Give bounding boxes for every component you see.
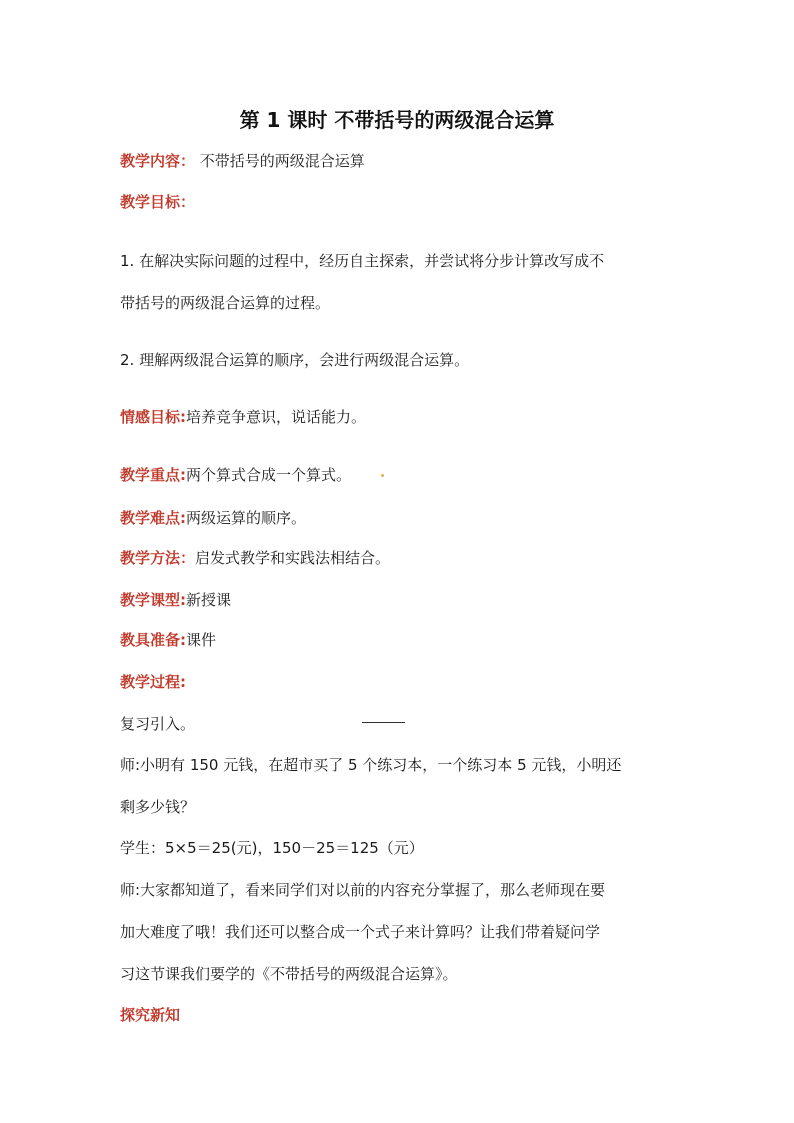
review-line: 复习引入。 xyxy=(120,715,196,733)
method-label: 教学方法： xyxy=(120,549,196,567)
method-line xyxy=(120,548,390,568)
emotion-goal-line xyxy=(120,407,366,427)
teacher-2-line-3: 习这节课我们要学的《不带括号的两级混合运算》。 xyxy=(120,965,458,983)
goal-item-1-line-2: 带括号的两级混合运算的过程。 xyxy=(120,294,331,312)
teaching-content-text: 不带括号的两级混合运算 xyxy=(195,152,365,170)
tools-text: 课件 xyxy=(186,631,217,649)
difficulty-line xyxy=(120,508,306,528)
lesson-type-line xyxy=(120,590,231,610)
process-label: 教学过程: xyxy=(120,673,186,691)
teaching-goals-line xyxy=(120,192,195,212)
emotion-goal-label: 情感目标: xyxy=(120,408,186,426)
tools-label: 教具准备: xyxy=(120,631,186,649)
method-text: 启发式教学和实践法相结合。 xyxy=(195,549,391,567)
teaching-content-line xyxy=(120,151,365,171)
stray-dot-mark xyxy=(381,474,384,477)
difficulty-label: 教学难点: xyxy=(120,509,186,527)
key-point-label: 教学重点: xyxy=(120,466,186,484)
underline-rule xyxy=(362,722,405,723)
emotion-goal-text: 培养竞争意识，说话能力。 xyxy=(186,408,367,426)
difficulty-text: 两级运算的顺序。 xyxy=(186,509,307,527)
goal-item-1-line-1: 1. 在解决实际问题的过程中，经历自主探索，并尝试将分步计算改写成不 xyxy=(120,252,605,270)
lesson-type-text: 新授课 xyxy=(186,591,232,609)
student-answer: 学生：5×5＝25(元)，150－25＝125（元） xyxy=(120,839,424,857)
explore-label: 探究新知 xyxy=(120,1006,181,1024)
teacher-2-line-2: 加大难度了哦！我们还可以整合成一个式子来计算吗？让我们带着疑问学 xyxy=(120,923,601,941)
explore-line xyxy=(120,1005,180,1025)
teaching-content-label: 教学内容： xyxy=(120,152,196,170)
teaching-goals-label: 教学目标： xyxy=(120,193,196,211)
goal-item-2: 2. 理解两级混合运算的顺序，会进行两级混合运算。 xyxy=(120,351,470,369)
tools-line xyxy=(120,630,216,650)
key-point-line xyxy=(120,465,351,485)
teacher-1-line-2: 剩多少钱？ xyxy=(120,798,196,816)
lesson-type-label: 教学课型: xyxy=(120,591,186,609)
process-line xyxy=(120,672,186,692)
teacher-2-line-1: 师:大家都知道了，看来同学们对以前的内容充分掌握了，那么老师现在要 xyxy=(120,881,606,899)
teacher-1-line-1: 师:小明有 150 元钱，在超市买了 5 个练习本，一个练习本 5 元钱，小明还 xyxy=(120,756,622,774)
key-point-text: 两个算式合成一个算式。 xyxy=(186,466,352,484)
page-title: 第 1 课时 不带括号的两级混合运算 xyxy=(239,108,555,132)
